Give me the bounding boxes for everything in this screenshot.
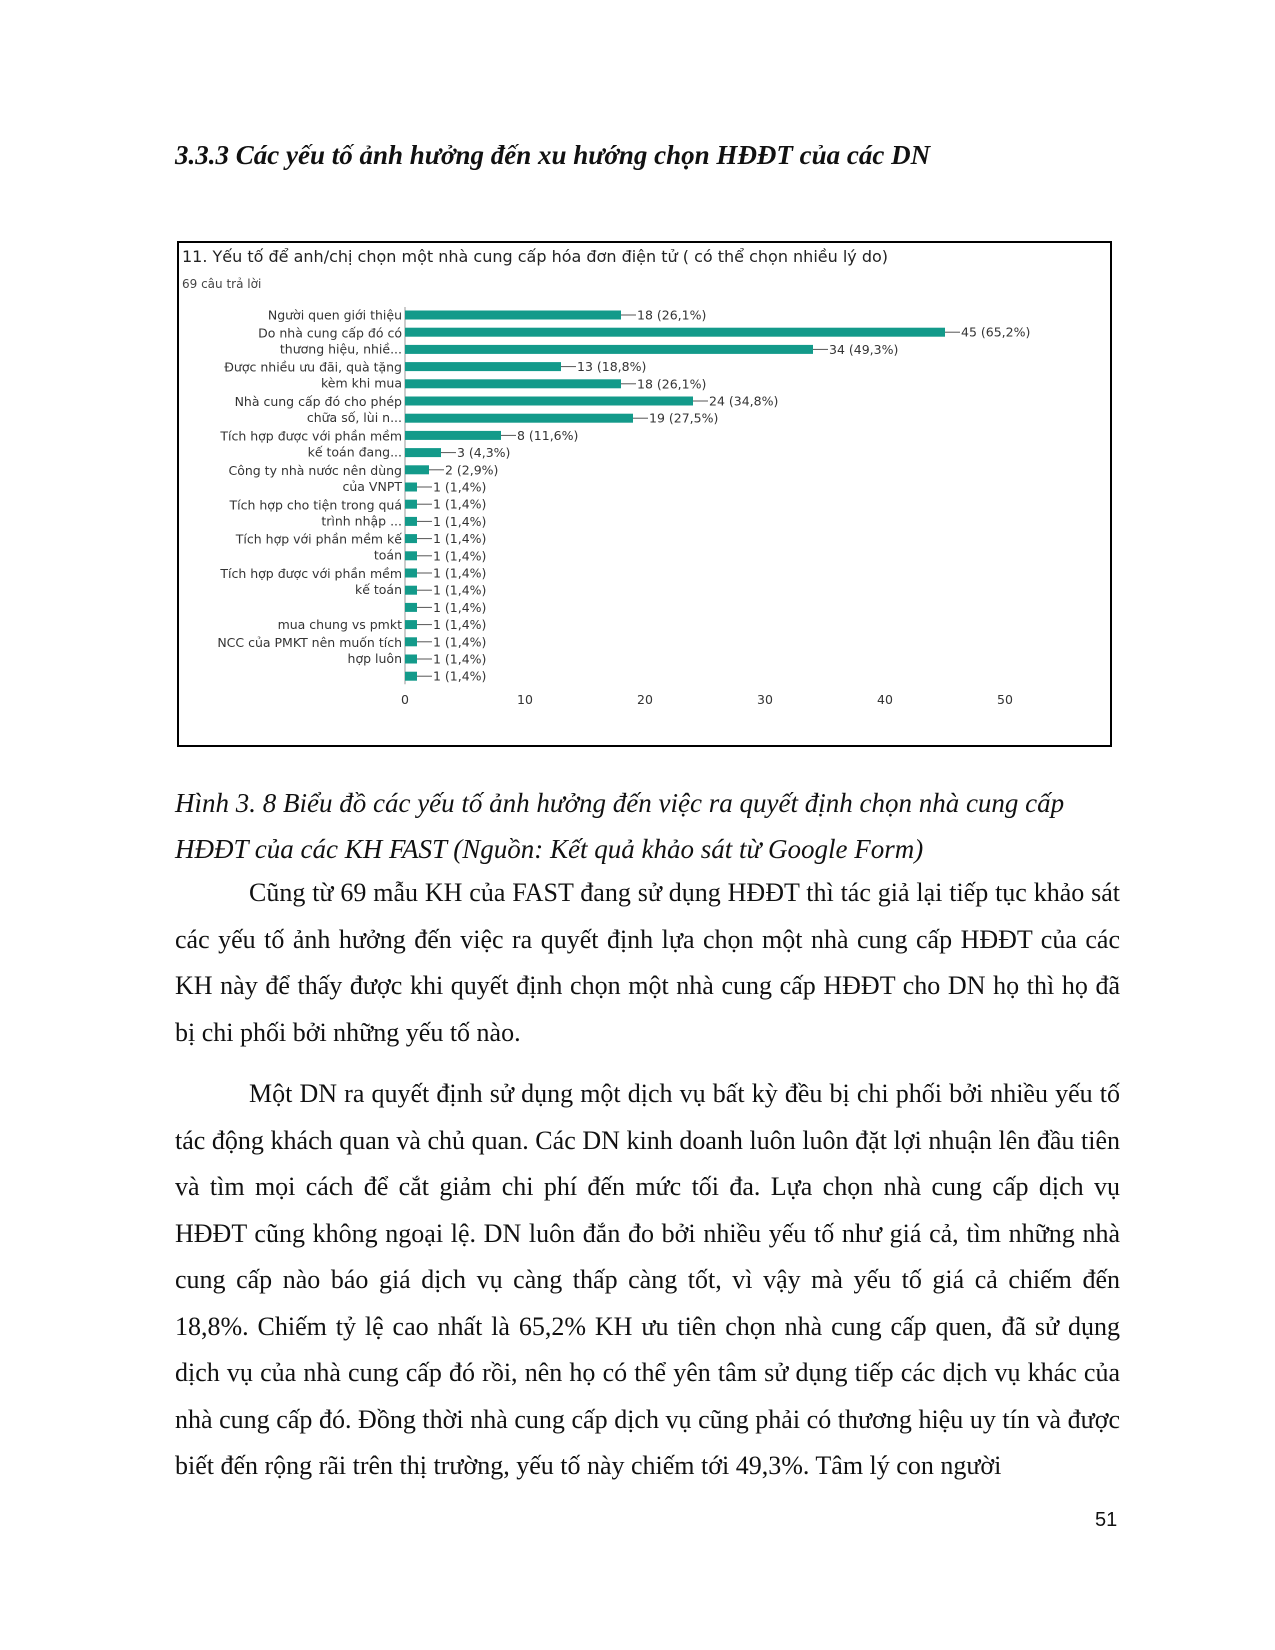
bar-value-label: 1 (1,4%)	[433, 565, 487, 581]
bar	[405, 483, 417, 492]
category-label: mua chung vs pmkt	[277, 617, 402, 633]
x-tick-label: 10	[517, 692, 533, 707]
bar	[405, 379, 621, 388]
x-tick-label: 40	[877, 692, 893, 707]
question-title: 11. Yếu tố để anh/chị chọn một nhà cung cấp hóa đơn điện tử ( có thể chọn nhiều lý do)	[182, 247, 889, 266]
bar-value-label: 2 (2,9%)	[445, 462, 499, 478]
bar-value-label: 19 (27,5%)	[649, 410, 719, 426]
x-tick-label: 20	[637, 692, 653, 707]
bar	[405, 620, 417, 629]
bar	[405, 603, 417, 612]
bar	[405, 517, 417, 526]
category-label: chữa số, lùi n...	[306, 410, 402, 426]
bar	[405, 397, 693, 406]
bar-value-label: 18 (26,1%)	[637, 376, 707, 392]
bar-value-label: 1 (1,4%)	[433, 479, 487, 495]
figure-caption: Hình 3. 8 Biểu đồ các yếu tố ảnh hưởng đến việc ra quyết định chọn nhà cung cấp HĐĐT của các KH FAST (Nguồn: Kết quả khảo sát từ Google Form)	[175, 788, 1065, 864]
survey-chart-figure	[177, 241, 1112, 747]
bar	[405, 655, 417, 664]
bar	[405, 465, 429, 474]
bar	[405, 569, 417, 578]
bar	[405, 414, 633, 423]
bar	[405, 672, 417, 681]
category-label: Nhà cung cấp đó cho phép	[234, 394, 402, 410]
bar-value-label: 8 (11,6%)	[517, 427, 579, 443]
category-label: Được nhiều ưu đãi, quà tặng	[224, 359, 402, 375]
bar-value-label: 1 (1,4%)	[433, 548, 487, 564]
bar-value-label: 45 (65,2%)	[961, 324, 1031, 340]
bar-value-label: 34 (49,3%)	[829, 341, 899, 357]
category-label: Tích hợp cho tiện trong quá	[229, 497, 402, 513]
bar	[405, 551, 417, 560]
bar-value-label: 1 (1,4%)	[433, 513, 487, 529]
bar-value-label: 1 (1,4%)	[433, 634, 487, 650]
body-paragraph-2: Một DN ra quyết định sử dụng một dịch vụ bất kỳ đều bị chi phối bởi nhiều yếu tố tác động khách quan và chủ quan. Các DN kinh doanh luôn luôn đặt lợi nhuận lên đầu tiên và tìm mọi cách để cắt giảm chi phí đến mức tối đa. Lựa chọn nhà cung cấp dịch vụ HĐĐT cũng không ngoại lệ. DN luôn đắn đo bởi nhiều yếu tố như giá cả, tìm những nhà cung cấp nào báo giá dịch vụ càng thấp càng tốt, vì vậy mà yếu tố giá cả chiếm đến 18,8%. Chiếm tỷ lệ cao nhất là 65,2% KH ưu tiên chọn nhà cung cấp quen, đã sử dụng dịch vụ của nhà cung cấp đó rồi, nên họ có thể yên tâm sử dụng tiếp các dịch vụ khác của nhà cung cấp đó. Đồng thời nhà cung cấp dịch vụ cũng phải có thương hiệu uy tín và được biết đến rộng rãi trên thị trường, yếu tố này chiếm tới 49,3%. Tâm lý con người	[175, 1079, 1120, 1480]
x-tick-label: 0	[401, 692, 409, 707]
bar-chart	[179, 243, 1110, 745]
bar-value-label: 1 (1,4%)	[433, 582, 487, 598]
page-number: 51	[1095, 1509, 1118, 1531]
category-label: kèm khi mua	[321, 375, 402, 391]
bar	[405, 431, 501, 440]
category-label: trình nhập ...	[321, 513, 402, 529]
bar	[405, 311, 621, 320]
category-label: Công ty nhà nước nên dùng	[228, 462, 402, 478]
bar-value-label: 1 (1,4%)	[433, 531, 487, 547]
bar-value-label: 1 (1,4%)	[433, 496, 487, 512]
category-label: Người quen giới thiệu	[267, 307, 402, 323]
bar	[405, 448, 441, 457]
bar	[405, 362, 561, 371]
body-paragraph-1: Cũng từ 69 mẫu KH của FAST đang sử dụng HĐĐT thì tác giả lại tiếp tục khảo sát các yếu tố ảnh hưởng đến việc ra quyết định lựa chọn một nhà cung cấp HĐĐT của các KH này để thấy được khi quyết định chọn một nhà cung cấp HĐĐT cho DN họ thì họ đã bị chi phối bởi những yếu tố nào.	[175, 878, 1120, 1047]
bar-value-label: 3 (4,3%)	[457, 445, 511, 461]
bar-value-label: 1 (1,4%)	[433, 651, 487, 667]
bar-value-label: 1 (1,4%)	[433, 599, 487, 615]
category-label: Tích hợp được với phần mềm	[220, 566, 402, 582]
category-label: Tích hợp được với phần mềm	[220, 428, 402, 444]
category-label: thương hiệu, nhiề...	[279, 341, 402, 357]
category-label: NCC của PMKT nên muốn tích	[217, 634, 402, 650]
bar	[405, 586, 417, 595]
x-tick-label: 30	[757, 692, 773, 707]
bar	[405, 500, 417, 509]
bar-value-label: 13 (18,8%)	[577, 359, 647, 375]
bar-value-label: 1 (1,4%)	[433, 617, 487, 633]
category-label: kế toán	[354, 582, 402, 598]
x-tick-label: 50	[997, 692, 1013, 707]
category-label: toán	[373, 547, 402, 563]
bar	[405, 534, 417, 543]
bar-value-label: 18 (26,1%)	[637, 307, 707, 323]
category-label: hợp luôn	[347, 650, 402, 666]
response-count: 69 câu trả lời	[182, 277, 262, 291]
bar	[405, 345, 813, 354]
bar-value-label: 1 (1,4%)	[433, 668, 487, 684]
category-label: của VNPT	[342, 478, 402, 494]
bar	[405, 637, 417, 646]
category-label: Tích hợp với phần mềm kế	[235, 531, 402, 547]
category-label: kế toán đang...	[307, 444, 402, 460]
bar-value-label: 24 (34,8%)	[709, 393, 779, 409]
section-heading: 3.3.3 Các yếu tố ảnh hưởng đến xu hướng chọn HĐĐT của các DN	[175, 140, 931, 170]
category-label: Do nhà cung cấp đó có	[258, 325, 402, 341]
bar	[405, 328, 945, 337]
